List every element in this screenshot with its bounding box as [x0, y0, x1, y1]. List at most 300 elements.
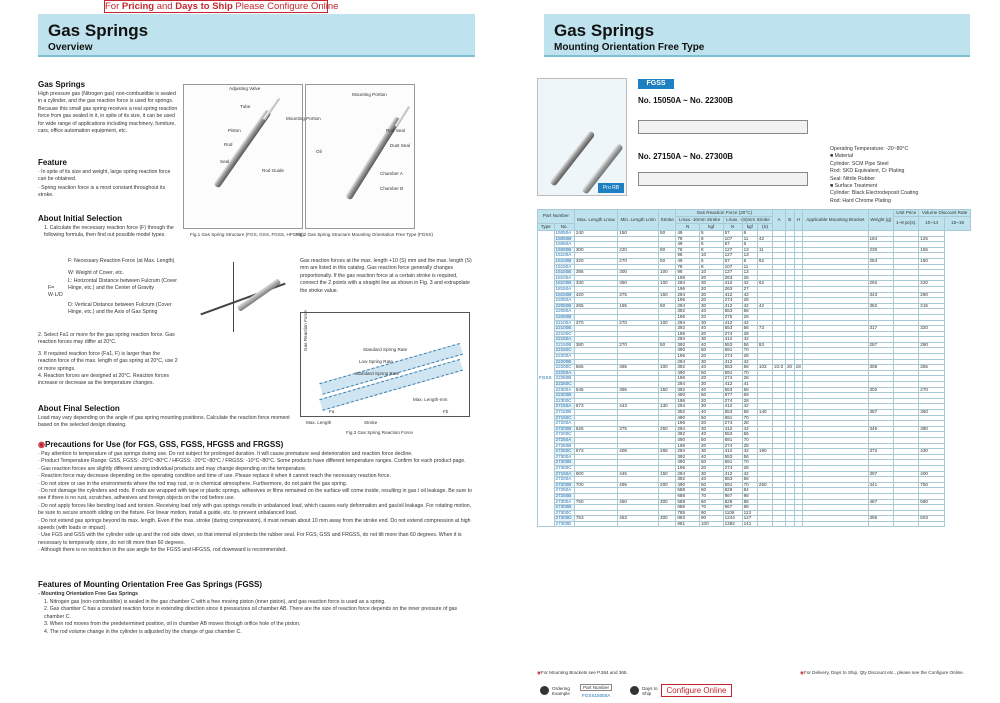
fgss-product-image — [537, 78, 627, 196]
table-cell: 320 — [919, 326, 945, 332]
table-cell: 967 — [723, 493, 742, 499]
initial-selection-heading: About Initial Selection — [38, 214, 123, 223]
part-number-cell[interactable]: 22150C — [554, 348, 574, 354]
table-cell: 392 — [676, 387, 700, 393]
graph-y-label: Gas Reaction Force — [303, 310, 308, 351]
precaution-9: · Use FGS and GSS with the cylinder side up and the rod side down, so that internal oil protects the rubber seal. For FGS, GSS and FRGSS, do not tilt more than 60 degrees. When it is necessary to temporarily store, do not tilt more than 60 degrees. — [38, 532, 462, 546]
table-cell: 196 — [676, 275, 700, 281]
th-qty-2: 10~14 — [919, 217, 945, 231]
type-cell: FGSS — [538, 231, 555, 527]
label-oil: Oil — [316, 149, 322, 154]
table-cell: 5 — [699, 231, 723, 237]
part-number-cell[interactable]: 27300B — [554, 505, 574, 511]
table-cell: 113 — [742, 510, 757, 516]
table-cell: 274 — [723, 298, 742, 304]
table-cell: 28 — [742, 376, 757, 382]
table-cell: 62 — [757, 258, 772, 264]
table-cell: 490 — [676, 437, 700, 443]
table-cell: 96 — [676, 270, 700, 276]
table-cell: 453 — [618, 516, 659, 522]
formula-var-w: W: Weight of Cover, etc. — [68, 270, 124, 276]
table-cell: 250 — [659, 426, 676, 432]
table-cell: 753 — [574, 516, 617, 522]
table-cell: 70 — [699, 505, 723, 511]
part-number-cell[interactable]: 15080A — [554, 242, 574, 248]
table-cell: 196 — [676, 465, 700, 471]
table-cell: 330 — [574, 281, 617, 287]
ordering-example-icon — [540, 686, 549, 695]
table-cell: 11 — [757, 247, 772, 253]
label-dust-seal: Dust Seal — [390, 143, 410, 148]
table-cell: 490 — [676, 415, 700, 421]
part-number-cell[interactable]: 22250C — [554, 382, 574, 388]
table-cell: 8 — [699, 236, 723, 242]
table-cell: 42 — [742, 337, 757, 343]
right-page-subtitle: Mounting Orientation Free Type — [554, 42, 705, 53]
banner-text-mid: and — [154, 1, 176, 12]
table-cell: 60 — [699, 499, 723, 505]
table-cell: 1382 — [723, 521, 742, 527]
table-cell: 196 — [676, 286, 700, 292]
table-cell: 80 — [699, 510, 723, 516]
part-number-cell[interactable]: 27150B — [554, 410, 574, 416]
table-cell: 829 — [723, 499, 742, 505]
table-cell: 127 — [723, 247, 742, 253]
part-number-cell[interactable]: 18150A — [554, 286, 574, 292]
fgss-feature-4: 4. The rod volume change in the cylinder is adjusted by the change of gas chamber C. — [44, 628, 242, 635]
table-cell: 62 — [757, 281, 772, 287]
table-cell: 981 — [676, 521, 700, 527]
part-number-cell[interactable]: 15050A — [554, 231, 574, 237]
table-cell: 85 — [742, 499, 757, 505]
table-cell: 5 — [699, 242, 723, 248]
table-cell: 50 — [699, 348, 723, 354]
part-number-cell[interactable]: 27300D — [554, 516, 574, 522]
table-cell: 294 — [676, 449, 700, 455]
table-cell: 412 — [723, 449, 742, 455]
table-cell: 127 — [723, 253, 742, 259]
table-cell: 375 — [618, 426, 659, 432]
part-number-cell[interactable]: 27200A — [554, 477, 574, 483]
th-max-length: Max. Length Lmax — [574, 210, 617, 231]
part-number-cell[interactable]: 27200C — [554, 432, 574, 438]
table-cell: 42 — [742, 292, 757, 298]
table-cell: 487 — [868, 499, 894, 505]
part-number-cell[interactable]: 27300B — [554, 460, 574, 466]
table-cell: 254 — [868, 258, 894, 264]
product-range-2: No. 27150A ~ No. 27300B — [638, 152, 734, 161]
table-cell: 553 — [723, 326, 742, 332]
final-selection-heading: About Final Selection — [38, 404, 120, 413]
table-cell: 28 — [742, 465, 757, 471]
part-number-cell[interactable]: 22250B — [554, 376, 574, 382]
part-number-cell[interactable]: 27300C — [554, 510, 574, 516]
part-number-cell[interactable]: 15100B — [554, 258, 574, 264]
fgss-series-tag: FGSS — [638, 79, 674, 89]
table-cell: 40 — [699, 410, 723, 416]
part-number-cell[interactable]: 15150B — [554, 270, 574, 276]
dim-cell — [786, 521, 795, 527]
table-cell: 70 — [742, 370, 757, 376]
part-number-cell[interactable]: 27200B — [554, 482, 574, 488]
product-cylinder — [549, 130, 595, 186]
table-cell: 274 — [723, 398, 742, 404]
table-cell: 78 — [676, 264, 700, 270]
part-number-cell[interactable]: 27250A — [554, 437, 574, 443]
table-cell: 196 — [676, 421, 700, 427]
th-fa-kgf: kgf — [699, 224, 723, 231]
table-cell: 294 — [676, 281, 700, 287]
table-cell: 445 — [618, 471, 659, 477]
table-cell: 69 — [742, 393, 757, 399]
graph-caption: Fig.3 Gas Spring Reaction Force — [346, 430, 413, 435]
precautions-heading-text: Precautions for Use (for FGS, GSS, FGSS, HFGSS and FRGSS) — [44, 440, 284, 449]
part-number-cell[interactable]: 15100A — [554, 253, 574, 259]
fgss-features-sub: - Mounting Orientation Free Gas Springs — [38, 591, 139, 597]
table-cell: 40 — [699, 342, 723, 348]
spec-note-cylinder: Cylinder: SCM Pipe Steel — [830, 160, 889, 167]
table-cell: 30 — [699, 303, 723, 309]
formula-var-l: L: Horizontal Distance between Fulcrum (Cover Hinge, etc.) and the Center of Gravity — [68, 278, 177, 292]
table-cell: 270 — [618, 342, 659, 348]
part-number-cell[interactable]: 22100B — [554, 326, 574, 332]
table-cell: 11 — [742, 236, 757, 242]
spec-table — [537, 209, 971, 527]
dim-cell: 18 — [794, 365, 803, 371]
table-cell: 603 — [919, 516, 945, 522]
table-cell: 294 — [676, 471, 700, 477]
footer-note-brackets: ◉For Mounting Brackets see P.364 and 365. — [537, 670, 628, 675]
precaution-4: · Reaction force may decrease depending on the operating condition and time of use. Please replace it when it cannot reach the necessary reaction force. — [38, 473, 391, 480]
table-cell: 274 — [723, 465, 742, 471]
table-cell: 40 — [699, 477, 723, 483]
part-number-cell[interactable]: 22200A — [554, 354, 574, 360]
table-cell: 42 — [742, 320, 757, 326]
table-cell: 196 — [676, 443, 700, 449]
pricing-banner[interactable] — [104, 0, 339, 13]
part-number-value: FGSS15050A — [582, 693, 611, 698]
part-number-cell[interactable]: 27300E — [554, 521, 574, 527]
label-mounting-portion-2: Mounting Portion — [352, 92, 387, 97]
part-number-cell[interactable]: 27150A — [554, 404, 574, 410]
table-cell: 100 — [659, 320, 676, 326]
table-cell: 30 — [699, 449, 723, 455]
table-cell: 553 — [723, 410, 742, 416]
part-number-cell[interactable]: 22150A — [554, 337, 574, 343]
table-cell: 270 — [618, 320, 659, 326]
table-cell: 40 — [699, 365, 723, 371]
table-cell: 40 — [699, 326, 723, 332]
precaution-7: · Do not apply forces like bending load and torsion. Receiving load only with gas springs results in unbalanced load, which causes early deformation and gas/oil leakage. For rotating motion, be sure to secure smooth sliding on the fixture. For linear motion, install a guide, etc. to prevent unbalanced load. — [38, 502, 472, 517]
table-cell: 686 — [676, 505, 700, 511]
table-cell: 392 — [676, 365, 700, 371]
table-cell: 100 — [659, 365, 676, 371]
table-cell: 490 — [676, 348, 700, 354]
left-page-header — [38, 14, 475, 57]
table-cell: 107 — [723, 264, 742, 270]
table-cell: 20 — [699, 286, 723, 292]
table-cell: 42 — [742, 404, 757, 410]
pro-rb-badge: Pro RB — [598, 183, 624, 193]
table-cell: 490 — [676, 393, 700, 399]
configure-online-button[interactable]: Configure Online — [661, 684, 732, 697]
table-cell: 255 — [919, 365, 945, 371]
part-number-cell[interactable]: 27300C — [554, 465, 574, 471]
table-cell: 50 — [699, 393, 723, 399]
part-number-cell[interactable]: 22200C — [554, 365, 574, 371]
graph-max-length-mm: Max. Length-mm — [413, 397, 448, 402]
table-cell — [659, 521, 676, 527]
table-cell: 80 — [659, 247, 676, 253]
table-cell: 5 — [699, 258, 723, 264]
spec-note-seal: Seal: Nitrile Rubber — [830, 175, 875, 182]
th-qty-3: 15~19 — [945, 217, 971, 231]
part-number-cell[interactable]: 22050B — [554, 303, 574, 309]
table-cell: 56 — [742, 309, 757, 315]
table-cell: 397 — [868, 410, 894, 416]
table-cell: 392 — [676, 410, 700, 416]
part-number-cell[interactable]: 22250A — [554, 370, 574, 376]
part-number-cell[interactable]: 22200B — [554, 359, 574, 365]
table-cell: 50 — [659, 342, 676, 348]
table-cell: 42 — [742, 471, 757, 477]
table-cell: 50 — [699, 482, 723, 488]
table-cell: 785 — [676, 510, 700, 516]
table-cell: 700 — [574, 482, 617, 488]
table-cell: 967 — [723, 505, 742, 511]
table-cell: 56 — [742, 410, 757, 416]
table-cell: 90 — [699, 516, 723, 522]
table-cell: 20 — [699, 314, 723, 320]
table-cell: 57 — [723, 242, 742, 248]
label-chamber-b: Chamber B — [380, 186, 404, 191]
table-cell: 750 — [919, 482, 945, 488]
part-number-cell[interactable]: 27250A — [554, 488, 574, 494]
table-cell: 56 — [742, 326, 757, 332]
part-number-cell[interactable]: 15150A — [554, 264, 574, 270]
dim-cell — [773, 521, 786, 527]
part-number-cell[interactable]: 22050A — [554, 298, 574, 304]
table-cell: 196 — [676, 314, 700, 320]
table-cell: 127 — [742, 516, 757, 522]
label-chamber-a: Chamber A — [380, 171, 403, 176]
part-number-cell[interactable]: 27250B — [554, 493, 574, 499]
part-number-cell[interactable]: 15050B — [554, 236, 574, 242]
table-cell: 412 — [723, 382, 742, 388]
table-cell: 30 — [699, 320, 723, 326]
part-number-cell[interactable]: 22150B — [554, 342, 574, 348]
part-number-cell[interactable]: 22300B — [554, 393, 574, 399]
table-cell: 50 — [659, 231, 676, 237]
fgss-feature-1: 1. Nitrogen gas (non-combustible) is sealed in the gas chamber C with a free moving piston (inner piston), and gas reaction force is used as a spring. — [44, 599, 386, 605]
table-cell: 565 — [574, 365, 617, 371]
orientation-free-structure-figure — [305, 84, 415, 229]
graph-fa: Fa — [329, 409, 335, 414]
part-number-cell[interactable]: 22300A — [554, 387, 574, 393]
table-cell: 553 — [723, 454, 742, 460]
table-cell: 677 — [723, 393, 742, 399]
table-cell: 125 — [919, 236, 945, 242]
table-cell: 220 — [919, 281, 945, 287]
table-cell: 372 — [868, 449, 894, 455]
table-cell: 150 — [618, 231, 659, 237]
th-fb-kgf: kgf — [742, 224, 757, 231]
table-cell: 292 — [868, 281, 894, 287]
part-number-cell[interactable]: 27300A — [554, 499, 574, 505]
table-cell: 28 — [742, 421, 757, 427]
table-cell: 320 — [574, 258, 617, 264]
table-cell: 42 — [742, 449, 757, 455]
drawing-lower — [638, 172, 808, 186]
precaution-8: · Do not extend gas springs beyond its max. length. Even if the max. stroke (during compression), it must remain about 10 mm away from the stroke end. Do not extend compression at high speeds (with loads or impact). — [38, 517, 471, 532]
th-no: No. — [554, 224, 574, 231]
days-to-ship-icon — [630, 686, 639, 695]
part-number-cell[interactable]: 22080A — [554, 309, 574, 315]
table-cell: 100 — [659, 270, 676, 276]
table-cell: 553 — [723, 432, 742, 438]
table-cell: 30 — [699, 337, 723, 343]
table-cell: 40 — [699, 387, 723, 393]
right-page-header — [544, 14, 970, 57]
rod-drawing — [263, 97, 280, 120]
table-cell: 70 — [742, 437, 757, 443]
table-cell: 50 — [699, 460, 723, 466]
table-cell: 412 — [723, 426, 742, 432]
th-weight: Weight (g) — [868, 210, 894, 231]
table-cell: 73 — [757, 326, 772, 332]
table-cell: 6 — [742, 258, 757, 264]
table-cell: 20 — [699, 331, 723, 337]
table-cell: 28 — [742, 398, 757, 404]
table-cell: 28 — [742, 354, 757, 360]
formula-var-d: D: Vertical Distance between Fulcrum (Cover Hinge, etc.) and the Axis of Gas Spring — [68, 302, 172, 316]
label-rod-guide: Rod Guide — [262, 168, 284, 173]
table-cell: 127 — [723, 270, 742, 276]
table-cell: 412 — [723, 471, 742, 477]
precaution-10: · Although there is no restriction in the use angle for the FGSS and HFGSS, rod downward is recommended. — [38, 547, 287, 554]
table-cell: 49 — [676, 258, 700, 264]
th-a: A — [773, 210, 786, 231]
initial-step-2: 2. Select Fa1 or more for the gas spring reaction force. Gas reaction forces may differ at 20°C. — [38, 332, 175, 346]
table-cell: 275 — [723, 314, 742, 320]
table-cell: 28 — [742, 314, 757, 320]
table-cell: 70 — [742, 482, 757, 488]
table-cell: 96 — [676, 253, 700, 259]
table-cell: 294 — [676, 359, 700, 365]
table-cell: 625 — [574, 426, 617, 432]
table-cell: 150 — [659, 387, 676, 393]
part-number-cell[interactable]: 22300C — [554, 398, 574, 404]
table-cell: 150 — [659, 471, 676, 477]
table-cell: 395 — [574, 270, 617, 276]
part-number-cell[interactable]: 22100A — [554, 320, 574, 326]
table-cell: 397 — [868, 471, 894, 477]
table-cell: 13 — [742, 247, 757, 253]
cylinder-drawing — [213, 109, 272, 188]
table-cell: 392 — [676, 342, 700, 348]
table-cell: 270 — [618, 258, 659, 264]
figure2-caption: Fig.2 Gas Spring Structure Mounting Orientation Free Type (FGSS) — [296, 232, 434, 237]
graph-fb: Fb — [443, 409, 449, 414]
graph-x-max-length: Max. Length — [306, 420, 332, 425]
part-number-cell[interactable]: 18100A — [554, 275, 574, 281]
fgss-features-heading: Features of Mounting Orientation Free Gas Springs (FGSS) — [38, 580, 263, 589]
th-min-length: Min. Length Lmin — [618, 210, 659, 231]
table-cell: 490 — [676, 370, 700, 376]
table-cell: 196 — [676, 376, 700, 382]
part-number-cell[interactable]: 27250B — [554, 443, 574, 449]
part-number-cell[interactable]: 27150A — [554, 471, 574, 477]
table-cell: 78 — [676, 236, 700, 242]
table-cell: 60 — [699, 488, 723, 494]
table-cell: 42 — [742, 359, 757, 365]
part-number-cell[interactable]: 27200B — [554, 426, 574, 432]
part-number-cell[interactable]: 22100C — [554, 331, 574, 337]
drawing-upper — [638, 120, 808, 134]
feature-item-2: · Spring reaction force is a most constant throughout its stroke. — [38, 185, 166, 199]
reaction-force-note: Gas reaction forces at the max. length +10 (S) mm and the max. length (S) mm are listed in this catalog. Gas reaction force generally changes proportionally. If the gas reaction force at a certain stroke is required, connect the 2 points with a straight line as shown in Fig. 3 and extrapolate the stroke value. — [300, 258, 472, 294]
table-cell: 691 — [723, 370, 742, 376]
part-number-cell[interactable]: 27200A — [554, 421, 574, 427]
table-cell: 294 — [676, 292, 700, 298]
part-number-cell[interactable]: 27150C — [554, 415, 574, 421]
table-cell: 215 — [919, 303, 945, 309]
part-number-cell[interactable]: 27250C — [554, 449, 574, 455]
ordering-example-label: Ordering Example — [552, 686, 570, 696]
table-cell: 553 — [723, 365, 742, 371]
part-number-cell[interactable]: 22080B — [554, 314, 574, 320]
table-cell — [919, 521, 945, 527]
days-to-ship-label: Days to Ship — [642, 686, 658, 696]
table-cell: 274 — [723, 376, 742, 382]
part-number-cell[interactable]: 18150B — [554, 292, 574, 298]
table-cell: 30 — [699, 281, 723, 287]
table-cell: 392 — [676, 309, 700, 315]
label-adjusting-valve: Adjusting Valve — [229, 86, 261, 91]
initial-step-4: 4. Reaction forces are designed at 20°C. Reaction forces increase or decrease as the temperature changes. — [38, 373, 169, 387]
table-cell: 30 — [699, 471, 723, 477]
part-number-cell[interactable]: 18100B — [554, 281, 574, 287]
th-part-number: Part Number — [538, 210, 575, 224]
spec-note-rod: Rod: SKD Equivalent, Cr Plating — [830, 168, 905, 175]
table-cell: 274 — [723, 331, 742, 337]
spec-note-rod-plating: Rod: Hard Chrome Plating — [830, 197, 891, 204]
table-cell: 57 — [723, 258, 742, 264]
table-cell — [868, 521, 894, 527]
table-cell: 196 — [676, 331, 700, 337]
spec-notes — [830, 146, 970, 204]
th-type: Type — [538, 224, 555, 231]
part-number-cell[interactable]: 27300A — [554, 454, 574, 460]
table-cell: 375 — [618, 292, 659, 298]
table-cell: 98 — [742, 493, 757, 499]
reaction-formula: F= W·L/D — [48, 285, 63, 299]
table-cell: 190 — [757, 449, 772, 455]
table-cell: 20 — [699, 443, 723, 449]
table-cell: 200 — [659, 482, 676, 488]
table-cell: 100 — [699, 521, 723, 527]
table-cell: 412 — [723, 359, 742, 365]
table-cell: 400 — [919, 471, 945, 477]
table-cell: 49 — [676, 242, 700, 248]
table-cell: 30 — [699, 359, 723, 365]
part-number-cell[interactable]: 15080B — [554, 247, 574, 253]
table-cell: 691 — [723, 460, 742, 466]
banner-days-to-ship: Days to Ship — [175, 1, 233, 12]
table-cell: 220 — [618, 247, 659, 253]
table-cell: 42 — [757, 303, 772, 309]
table-cell: 8 — [699, 247, 723, 253]
